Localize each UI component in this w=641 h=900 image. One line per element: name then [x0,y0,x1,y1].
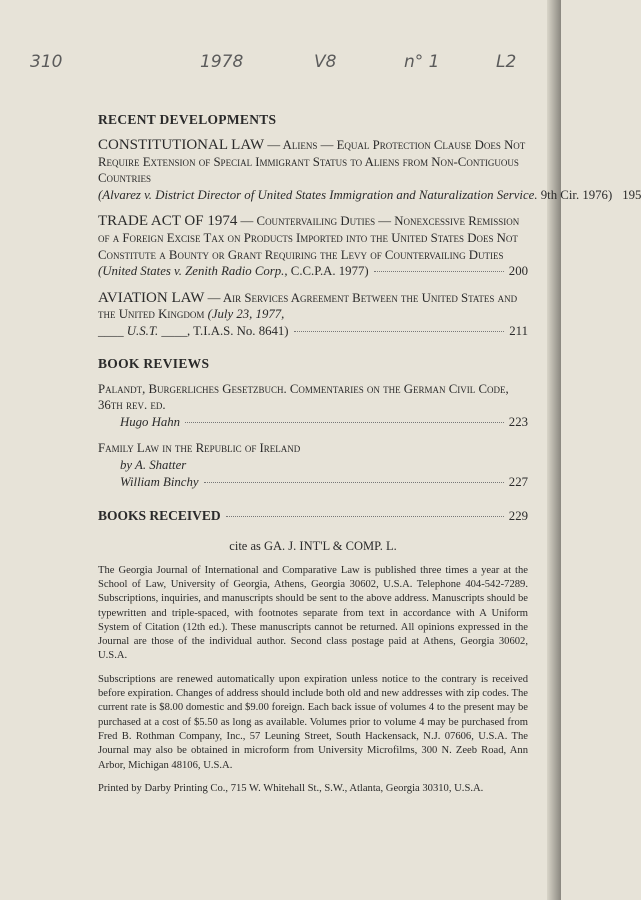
citation-note: cite as GA. J. INT'L & COMP. L. [229,538,397,553]
page-number: 200 [508,264,528,279]
handwritten-note: 1978 [200,52,244,72]
page-number: 227 [508,474,528,489]
entry-title: — Countervailing Duties — Nonexcessive Remission of a Foreign Excise Tax on Products Imported into the United States Does Not Constitute a Bounty or Grant Requiring the Levy of Countervailing Duties [98,214,520,262]
case-court: 9th Cir. 1976) [540,187,613,202]
dot-leader [185,422,504,423]
page-number: 223 [508,414,528,429]
case-citation: (Alvarez v. District Director of United States Immigration and Naturalization Service. [98,187,538,202]
dot-leader [226,516,504,517]
toc-entry[interactable] [98,213,528,279]
dot-leader [374,271,504,272]
page-number: 195 [622,187,641,202]
page-edge-shadow [547,0,561,900]
entry-title: — Aliens — Equal Protection Clause Does Not Require Extension of Special Immigrant Status to Aliens from Non-Contiguous Countries [98,138,526,186]
handwritten-note: L2 [496,52,517,72]
entry-title: Palandt, Burgerliches Gesetzbuch. Commentaries on the German Civil Code, 36th rev. ed. [98,381,509,413]
publication-info: The Georgia Journal of International and Comparative Law is published three times a year at the School of Law, University of Georgia, Athens, Georgia 30602, U.S.A. Telephone 404-542-7289. Subscriptions, inquiries, and manuscripts should be sent to the above address. Manuscripts should be typewritten and triple-spaced, with footnotes separate from text in accordance with A Uniform System of Citation (12th ed.). These manuscripts cannot be returned. All opinions expressed in the Journal are those of the individual author. Second class postage paid at Athens, Georgia 30602, U.S.A. [98,564,528,662]
table-of-contents [98,112,641,805]
printer-info: Printed by Darby Printing Co., 715 W. Whitehall St., S.W., Atlanta, Georgia 30310, U.S.A. [98,782,484,794]
books-received-heading: BOOKS RECEIVED [98,508,221,524]
entry-lead: TRADE ACT OF 1974 [98,213,238,230]
toc-entry[interactable] [98,508,528,525]
book-reviews-heading: BOOK REVIEWS [98,355,210,371]
case-citation: (United States v. Zenith Radio Corp., [98,264,288,279]
entry-title: Family Law in the Republic of Ireland [98,441,301,456]
reviewer-name: William Binchy [120,474,199,489]
toc-entry[interactable] [98,440,528,490]
book-author: by A. Shatter [120,457,187,472]
handwritten-note: n° 1 [404,52,440,72]
page-number: 229 [508,509,528,524]
handwritten-note: V8 [314,52,337,72]
case-citation: ____ U.S.T. ____, [98,323,191,338]
dot-leader [294,331,505,332]
handwritten-notes [28,52,533,82]
page-number: 211 [509,323,528,338]
entry-title: — Air Services Agreement Between the United States and the United Kingdom [98,290,518,322]
reviewer-name: Hugo Hahn [120,414,181,429]
toc-entry[interactable] [98,381,528,431]
subscription-info: Subscriptions are renewed automatically upon expiration unless notice to the contrary is received before expiration. Changes of address should include both old and new addresses with zip codes. The current rate is $8.00 domestic and $9.00 foreign. Each back issue of volumes 4 to the present may be purchased at a cost of $5.50 as long as available. Volumes prior to volume 4 may be purchased from Fred B. Rothman Company, Inc., 57 Leuning Street, South Hackensack, N.J. 07606, U.S.A. The Journal may also be obtained in microform from University Microfilms, 300 N. Zeeb Road, Ann Arbor, Michigan 48106, U.S.A. [98,673,528,771]
dot-leader [204,482,504,483]
entry-lead: AVIATION LAW [98,289,205,306]
toc-entry[interactable] [98,290,528,340]
case-court: T.I.A.S. No. 8641) [193,323,289,338]
entry-lead: CONSTITUTIONAL LAW [98,137,265,153]
recent-developments-heading: RECENT DEVELOPMENTS [98,112,277,127]
toc-entry[interactable] [98,137,641,203]
case-citation: (July 23, 1977, [207,307,285,322]
handwritten-note: 310 [30,52,63,72]
case-court: C.C.P.A. 1977) [290,264,369,279]
